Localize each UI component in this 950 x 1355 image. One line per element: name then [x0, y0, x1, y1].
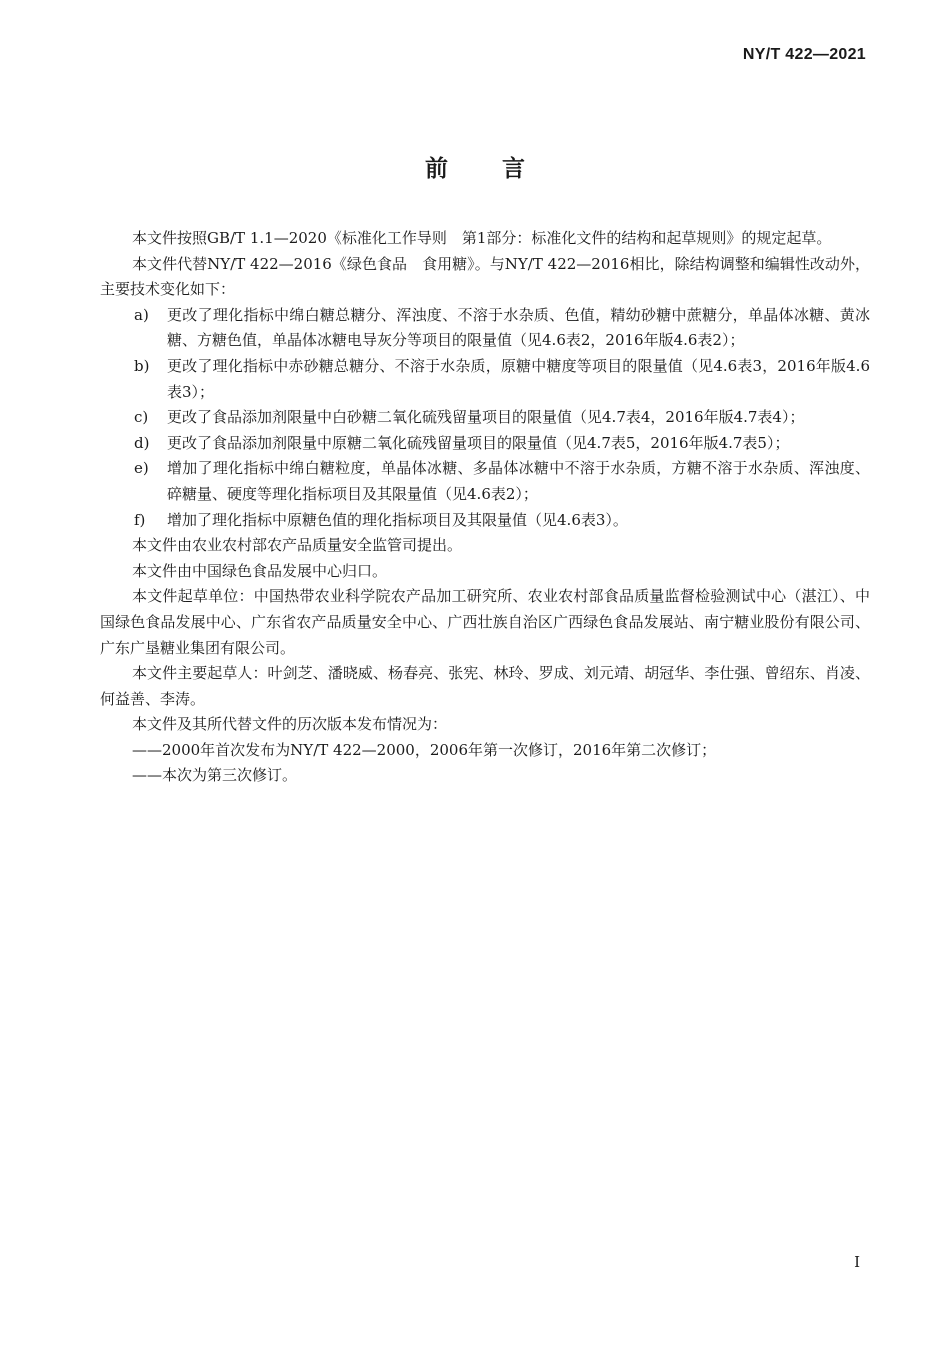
proposer-paragraph: 本文件由农业农村部农产品质量安全监管司提出。 — [132, 536, 463, 555]
list-item — [100, 354, 870, 405]
changes-list — [100, 303, 870, 533]
page-title: 前言 — [425, 156, 579, 182]
replacement-paragraph: 本文件代替NY/T 422—2016《绿色食品 食用糖》。与NY/T 422—2016相比，除结构调整和编辑性改动外，主要技术变化如下： — [100, 254, 870, 299]
drafters-paragraph: 本文件主要起草人：叶剑芝、潘晓威、杨春亮、张宪、林玲、罗成、刘元靖、胡冠华、李仕强、曾绍东、肖凌、何益善、李涛。 — [100, 664, 870, 708]
list-item-text: 更改了食品添加剂限量中原糖二氧化硫残留量项目的限量值（见4.7表5，2016年版4.7表5）； — [167, 433, 790, 452]
document-body — [100, 226, 870, 789]
list-item — [100, 431, 870, 457]
list-marker: a) — [134, 305, 149, 324]
standard-number: NY/T 422—2021 — [742, 46, 866, 63]
list-item-text: 更改了理化指标中绵白糖总糖分、浑浊度、不溶于水杂质、色值，精幼砂糖中蔗糖分，单晶体冰糖、黄冰糖、方糖色值，单晶体冰糖电导灰分等项目的限量值（见4.6表2，2016年版4.6表2）； — [167, 305, 870, 350]
list-item-text: 更改了理化指标中赤砂糖总糖分、不溶于水杂质，原糖中糖度等项目的限量值（见4.6表3，2016年版4.6表3）； — [167, 356, 870, 401]
list-item-text: 更改了食品添加剂限量中白砂糖二氧化硫残留量项目的限量值（见4.7表4，2016年版4.7表4）； — [167, 408, 805, 427]
drafting-units-paragraph: 本文件起草单位：中国热带农业科学院农产品加工研究所、农业农村部食品质量监督检验测试中心（湛江）、中国绿色食品发展中心、广东省农产品质量安全中心、广西壮族自治区广西绿色食品发展站、南宁糖业股份有限公司、广东广垦糖业集团有限公司。 — [100, 587, 870, 657]
history-item: ——本次为第三次修订。 — [132, 766, 298, 785]
custodian-paragraph: 本文件由中国绿色食品发展中心归口。 — [132, 561, 388, 580]
list-item — [100, 303, 870, 354]
page-number: I — [854, 1253, 860, 1271]
list-marker: b) — [134, 356, 150, 375]
list-marker: f) — [134, 510, 146, 529]
list-item-text: 增加了理化指标中原糖色值的理化指标项目及其限量值（见4.6表3）。 — [167, 510, 628, 529]
history-intro-paragraph: 本文件及其所代替文件的历次版本发布情况为： — [132, 715, 448, 734]
list-item — [100, 508, 870, 534]
list-item — [100, 456, 870, 507]
list-item-text: 增加了理化指标中绵白糖粒度，单晶体冰糖、多晶体冰糖中不溶于水杂质，方糖不溶于水杂质、浑浊度、碎糖量、硬度等理化指标项目及其限量值（见4.6表2）； — [167, 459, 870, 503]
list-item — [100, 405, 870, 431]
drafting-rule-paragraph: 本文件按照GB/T 1.1—2020《标准化工作导则 第1部分：标准化文件的结构和起草规则》的规定起草。 — [132, 229, 832, 247]
list-marker: c) — [134, 408, 149, 427]
list-marker: d) — [134, 433, 150, 452]
history-item: ——2000年首次发布为NY/T 422—2000，2006年第一次修订，2016年第二次修订； — [132, 740, 717, 759]
list-marker: e) — [134, 459, 149, 478]
